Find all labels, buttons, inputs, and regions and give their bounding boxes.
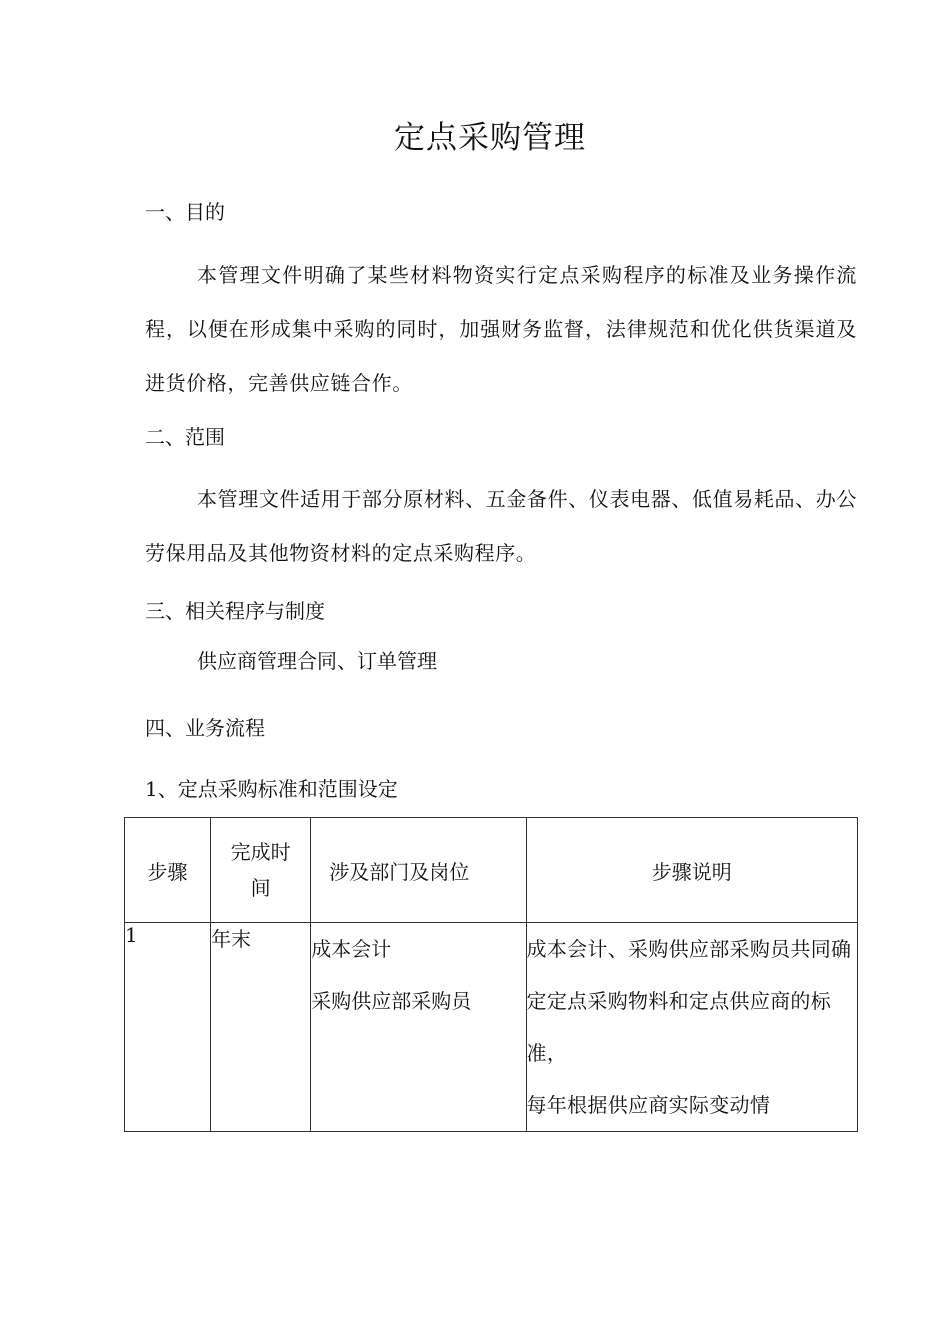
header-time-line1: 完成时 xyxy=(230,840,291,864)
header-dept: 涉及部门及岗位 xyxy=(311,818,526,923)
cell-dept-line2: 采购供应部采购员 xyxy=(311,989,472,1013)
cell-time: 年末 xyxy=(211,923,311,1132)
section-heading-related: 三、相关程序与制度 xyxy=(145,599,325,623)
cell-dept-line1: 成本会计 xyxy=(311,937,392,961)
cell-step-number: 1 xyxy=(125,923,211,1132)
header-time xyxy=(211,818,311,923)
section-heading-purpose: 一、目的 xyxy=(145,200,225,224)
header-step: 步骤 xyxy=(125,818,211,923)
section-body-purpose: 本管理文件明确了某些材料物资实行定点采购程序的标准及业务操作流程，以便在形成集中采购的同时，加强财务监督，法律规范和优化供货渠道及进货价格，完善供应链合作。 xyxy=(145,263,857,395)
cell-desc-main: 成本会计、采购供应部采购员共同确定定点采购物料和定点供应商的标准， xyxy=(526,937,852,1065)
section-body-related: 供应商管理合同、订单管理 xyxy=(197,649,437,673)
cell-desc-extra: 每年根据供应商实际变动情 xyxy=(526,1093,771,1117)
header-time-line2: 间 xyxy=(250,876,271,900)
process-steps-table xyxy=(124,817,858,1132)
table-header-row xyxy=(125,818,858,923)
section-heading-scope: 二、范围 xyxy=(145,425,225,449)
section-body-scope: 本管理文件适用于部分原材料、五金备件、仪表电器、低值易耗品、办公劳保用品及其他物资材料的定点采购程序。 xyxy=(145,487,857,565)
section-heading-process: 四、业务流程 xyxy=(145,716,265,740)
cell-desc xyxy=(526,923,857,1132)
table-row xyxy=(125,923,858,1132)
cell-dept xyxy=(311,923,526,1132)
header-desc: 步骤说明 xyxy=(526,818,857,923)
section-subheading-process: 1、定点采购标准和范围设定 xyxy=(145,777,398,801)
document-title: 定点采购管理 xyxy=(394,120,586,156)
